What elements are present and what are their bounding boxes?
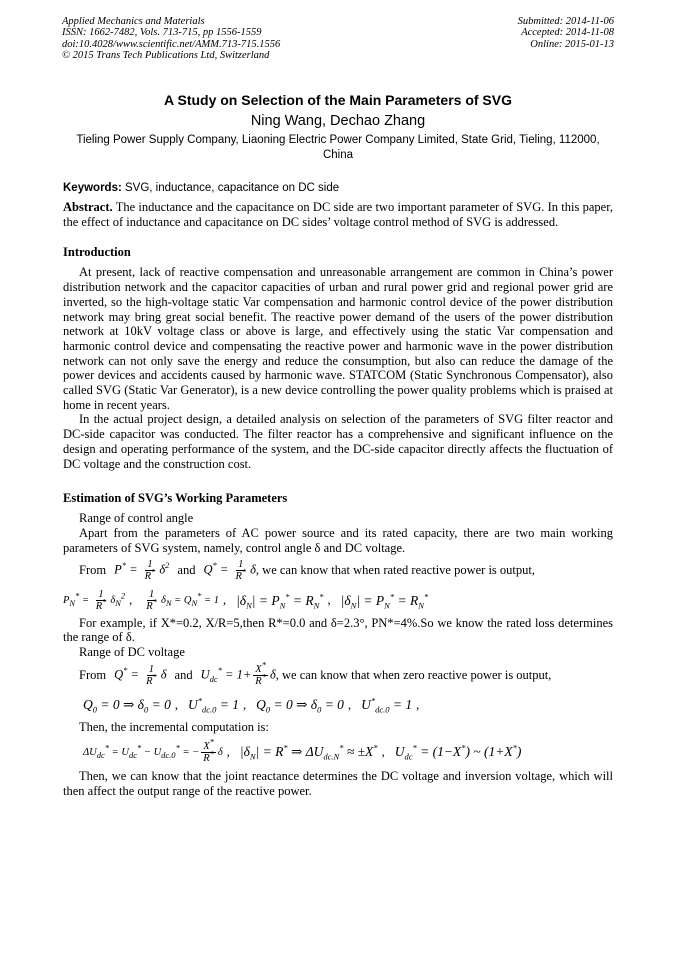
equation-row-5: $\Delta U_{dc}^* = U_{dc}^* - U_{dc.0}^*$ = − $\frac{X^*}{R^*}$ δ , $|\delta_N| = R^*$ ⇒ $\Delta U_{dc.N}^* \approx \pm X^*$ , $U_{dc}^* = (1-X^*)$ ~ (1+X*) <box>83 736 522 764</box>
and-word-2: and <box>174 667 193 682</box>
final-paragraph: Then, we can know that the joint reactance determines the DC voltage and inversion voltage, which will then affect the output range of the reactive power. <box>63 769 613 798</box>
subheading-control-angle: Range of control angle <box>79 511 194 526</box>
introduction-heading: Introduction <box>63 245 131 260</box>
journal-doi: doi:10.4028/www.scientific.net/AMM.713-715.1556 <box>62 38 281 50</box>
and-word-1: and <box>177 563 196 578</box>
abstract-paragraph <box>63 200 613 229</box>
equation-delta-udc: $\Delta U_{dc}^* = U_{dc}^* - U_{dc.0}^*$ = − $\frac{X^*}{R^*}$ δ <box>83 736 223 764</box>
from-word-1: From <box>79 563 107 578</box>
abstract-label: Abstract. <box>63 200 113 214</box>
journal-copyright: © 2015 Trans Tech Publications Ltd, Switzerland <box>62 50 270 62</box>
zero-power-text: , we can know that when zero reactive power is output, <box>275 667 552 682</box>
paper-affiliation: Tieling Power Supply Company, Liaoning Electric Power Company Limited, State Grid, Tieling, 112000, China <box>76 134 600 161</box>
intro-paragraph-1: At present, lack of reactive compensation and unreasonable arrangement are common in China’s power distribution network and the capacitor capacities of urban and rural power grid and regional power grid are inverted, so the high-voltage static Var compensation and harmonic control device of the power distribution network may bring great social benefit. The reactive power demand of the users of the power distribution network at 10kV voltage class or above is large, and effectively using the static Var compensation and harmonic control device and compensating the reactive power and harmonic wave in the power distribution network can not only save the energy and reduce the consumption, but also can reduce the damage of the power devices and accidents caused by harmonic wave. STATCOM (Static Synchronous Compensator), also called SVG (Static Var Generator), is a new device controlling the power quality problems which is praised at home in recent years. <box>63 265 613 412</box>
equation-delta-n-2: $|\delta_N| = P_N^* = R_N^*$ <box>340 591 429 611</box>
example-paragraph: For example, if X*=0.2, X/R=5,then R*=0.0 and δ=2.3°, PN*=4%.So we know the rated loss determines the range of δ. <box>63 615 613 645</box>
equation-q0-2: $Q_0 = 0$ ⇒ $\delta_0 = 0$ <box>256 697 344 715</box>
journal-name: Applied Mechanics and Materials <box>62 16 205 27</box>
equation-q-star-2: Q* = $\frac{1}{R^*}$ δ <box>114 663 167 687</box>
keywords-text: SVG, inductance, capacitance on DC side <box>125 182 340 194</box>
equation-udc: $U_{dc}^* = 1+$ $\frac{X^*}{R^*}$ δ <box>200 659 276 687</box>
abstract-text: The inductance and the capacitance on DC side are two important parameter of SVG. In this paper, the effect of inductance and capacitance on DC sides’ voltage control method of SVG is addressed. <box>63 200 613 229</box>
estimation-heading: Estimation of SVG’s Working Parameters <box>63 491 288 506</box>
incremental-text: Then, the incremental computation is: <box>79 720 269 735</box>
rated-power-text: , we can know that when rated reactive power is output, <box>255 563 535 578</box>
accepted-date: Accepted: 2014-11-08 <box>521 27 614 39</box>
keywords-line <box>63 182 613 194</box>
paper-title: A Study on Selection of the Main Parameters of SVG <box>164 92 512 108</box>
journal-header <box>62 16 280 62</box>
intro-paragraph-2: In the actual project design, a detailed analysis on selection of the parameters of SVG filter reactor and DC-side capacitor was conducted. The filter reactor has a comprehensive and significant influence on the design and operating performance of the system, and the DC-side capacitor directly affects the fluctuation of DC voltage and the construction cost. <box>63 412 613 471</box>
equation-p-star: P* = $\frac{1}{R^*}$ $\delta^2$ <box>114 559 170 583</box>
equation-row-2: $P_N^*$ = $\frac{1}{R^*}$ $\delta_N^2$ , $\frac{1}{R^*}$ $\delta_N = Q_N^* = 1$ , $|\delta_N| = P_N^* = R_N^*$ , $|\delta_N| = P_N^* = R_N^*$ <box>63 589 429 613</box>
equation-delta-n-3: $|\delta_N| = R^*$ ⇒ $\Delta U_{dc.N}^* \approx \pm X^*$ <box>239 742 378 762</box>
equation-row-1 <box>63 556 613 586</box>
keywords-label: Keywords: <box>63 182 122 194</box>
online-date: Online: 2015-01-13 <box>530 38 614 50</box>
from-word-2: From <box>79 667 107 682</box>
estimation-paragraph-1: Apart from the parameters of AC power source and its rated capacity, there are two main working parameters of SVG system, namely, control angle δ and DC voltage. <box>63 526 613 555</box>
equation-q0-1: $Q_0 = 0$ ⇒ $\delta_0 = 0$ <box>83 697 171 715</box>
equation-row-4: $Q_0 = 0$ ⇒ $\delta_0 = 0$ , $U^*_{dc.0} = 1$ , $Q_0 = 0$ ⇒ $\delta_0 = 0$ , $U^*_{dc.0} = 1$ , <box>83 695 420 715</box>
equation-row-3 <box>63 660 613 690</box>
equation-delta-n-1: $|\delta_N| = P_N^* = R_N^*$ <box>236 591 324 611</box>
equation-udc0-2: $U^*_{dc.0} = 1$ <box>361 695 413 715</box>
equation-q-star: Q* = $\frac{1}{R^*}$ δ <box>203 559 256 583</box>
submitted-date: Submitted: 2014-11-06 <box>517 16 614 27</box>
journal-issn: ISSN: 1662-7482, Vols. 713-715, pp 1556-1559 <box>62 27 262 39</box>
paper-authors: Ning Wang, Dechao Zhang <box>250 113 426 129</box>
equation-udc-range: $U_{dc}^* = (1-X^*)$ ~ (1+X*) <box>394 742 522 762</box>
paper-body <box>63 92 613 798</box>
dates-header <box>518 16 614 50</box>
equation-qn: $\frac{1}{R^*}$ $\delta_N = Q_N^* = 1$ <box>146 589 219 613</box>
subheading-dc-voltage: Range of DC voltage <box>79 645 185 660</box>
equation-pn: $P_N^*$ = $\frac{1}{R^*}$ $\delta_N^2$ <box>63 589 126 613</box>
equation-udc0-1: $U^*_{dc.0} = 1$ <box>187 695 239 715</box>
